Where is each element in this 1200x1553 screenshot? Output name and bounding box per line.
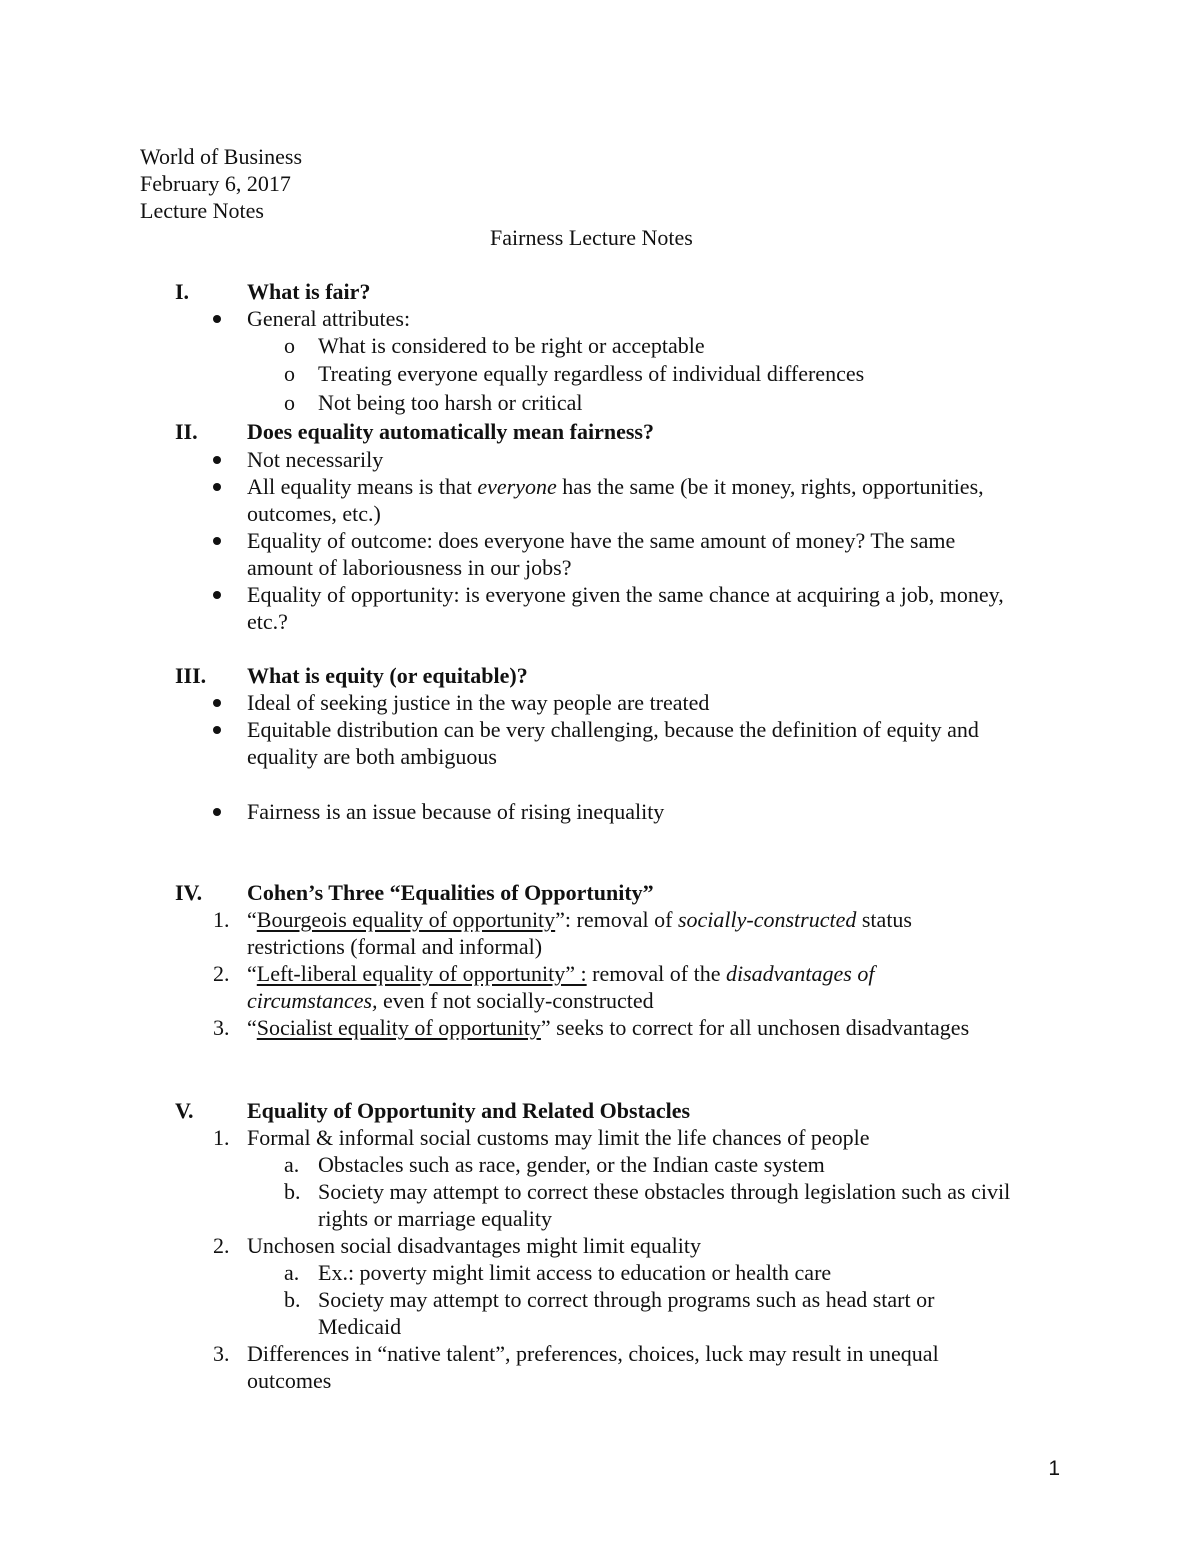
- lecture-date: February 6, 2017: [140, 171, 291, 196]
- section-5-heading: Equality of Opportunity and Related Obstacles: [247, 1098, 691, 1123]
- bullet-icon: [213, 456, 221, 464]
- bullet-icon: [213, 537, 221, 545]
- s2-bullet-1: Not necessarily: [247, 447, 384, 472]
- bullet-icon: [213, 315, 221, 323]
- sub-bullet-icon: o: [284, 333, 295, 358]
- section-4-heading: Cohen’s Three “Equalities of Opportunity”: [247, 880, 654, 905]
- doc-type: Lecture Notes: [140, 198, 264, 223]
- section-2-number: II.: [175, 419, 198, 444]
- page-number: 1: [1048, 1457, 1060, 1480]
- s2-bullet-3: Equality of outcome: does everyone have the same amount of money? The same: [247, 528, 956, 553]
- s3-bullet-1: Ideal of seeking justice in the way people are treated: [247, 690, 710, 715]
- s5-item-3: Differences in “native talent”, preferences, choices, luck may result in unequal: [247, 1341, 939, 1366]
- s2-bullet-2: All equality means is that everyone has the same (be it money, rights, opportunities,: [247, 474, 984, 499]
- list-letter: a.: [284, 1260, 300, 1285]
- sub-bullet-icon: o: [284, 390, 295, 415]
- s5-item-2b: Society may attempt to correct through programs such as head start or: [318, 1287, 935, 1312]
- list-number: 1.: [213, 907, 230, 932]
- list-number: 3.: [213, 1341, 230, 1366]
- section-5-number: V.: [175, 1098, 194, 1123]
- section-3-heading: What is equity (or equitable)?: [247, 663, 528, 688]
- s3-bullet-3: Fairness is an issue because of rising inequality: [247, 799, 665, 824]
- s5-item-1a: Obstacles such as race, gender, or the Indian caste system: [318, 1152, 825, 1177]
- s2-bullet-2-cont: outcomes, etc.): [247, 501, 381, 526]
- s1-sub-3: Not being too harsh or critical: [318, 390, 583, 415]
- s4-item-2: “Left-liberal equality of opportunity” : removal of the disadvantages of: [247, 961, 875, 986]
- bullet-icon: [213, 591, 221, 599]
- s5-item-2: Unchosen social disadvantages might limit equality: [247, 1233, 701, 1258]
- course-name: World of Business: [140, 144, 303, 169]
- page-title: Fairness Lecture Notes: [490, 225, 693, 250]
- section-3-number: III.: [175, 663, 207, 688]
- bullet-icon: [213, 808, 221, 816]
- s2-bullet-4: Equality of opportunity: is everyone given the same chance at acquiring a job, money,: [247, 582, 1004, 607]
- s5-item-1b-cont: rights or marriage equality: [318, 1206, 552, 1231]
- s4-item-3: “Socialist equality of opportunity” seeks to correct for all unchosen disadvantages: [247, 1015, 970, 1040]
- list-number: 2.: [213, 1233, 230, 1258]
- s4-item-1: “Bourgeois equality of opportunity”: removal of socially-constructed status: [247, 907, 912, 932]
- s5-item-2b-cont: Medicaid: [318, 1314, 402, 1339]
- bullet-icon: [213, 726, 221, 734]
- s2-bullet-4-cont: etc.?: [247, 609, 288, 634]
- s5-item-2a: Ex.: poverty might limit access to education or health care: [318, 1260, 832, 1285]
- section-4-number: IV.: [175, 880, 203, 905]
- s1-sub-2: Treating everyone equally regardless of individual differences: [318, 361, 865, 386]
- s1-bullet-1: General attributes:: [247, 306, 411, 331]
- s2-bullet-3-cont: amount of laboriousness in our jobs?: [247, 555, 572, 580]
- s3-bullet-2: Equitable distribution can be very challenging, because the definition of equity and: [247, 717, 979, 742]
- s5-item-1: Formal & informal social customs may limit the life chances of people: [247, 1125, 870, 1150]
- list-letter: b.: [284, 1179, 301, 1204]
- list-number: 2.: [213, 961, 230, 986]
- s1-sub-1: What is considered to be right or acceptable: [318, 333, 705, 358]
- section-1-heading: What is fair?: [247, 279, 371, 304]
- s5-item-3-cont: outcomes: [247, 1368, 332, 1393]
- s4-item-2-cont: circumstances, even f not socially-constructed: [247, 988, 654, 1013]
- list-letter: a.: [284, 1152, 300, 1177]
- list-number: 3.: [213, 1015, 230, 1040]
- sub-bullet-icon: o: [284, 361, 295, 386]
- list-number: 1.: [213, 1125, 230, 1150]
- bullet-icon: [213, 699, 221, 707]
- bullet-icon: [213, 483, 221, 491]
- s3-bullet-2-cont: equality are both ambiguous: [247, 744, 497, 769]
- section-1-number: I.: [175, 279, 190, 304]
- section-2-heading: Does equality automatically mean fairness?: [247, 419, 654, 444]
- s5-item-1b: Society may attempt to correct these obstacles through legislation such as civil: [318, 1179, 1011, 1204]
- list-letter: b.: [284, 1287, 301, 1312]
- s4-item-1-cont: restrictions (formal and informal): [247, 934, 543, 959]
